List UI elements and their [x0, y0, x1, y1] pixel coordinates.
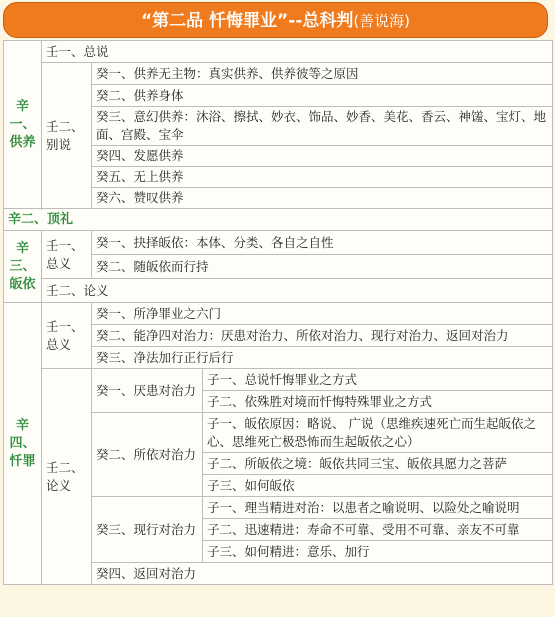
xin1-gui4: 癸四、发愿供养	[92, 146, 553, 167]
xin3-gui1: 癸一、抉择皈依：本体、分类、各自之自性	[92, 231, 553, 255]
xin4-gui1-zi2: 子二、依殊胜对境而忏悔特殊罪业之方式	[203, 391, 553, 413]
xin1-gui6: 癸六、赞叹供养	[92, 188, 553, 209]
outline-table	[3, 40, 553, 585]
title-banner	[3, 2, 548, 38]
xin4-gui3-zi1: 子一、理当精进对治：以患者之喻说明、以险处之喻说明	[203, 497, 553, 519]
xin3-gui2: 癸二、随皈依而行持	[92, 255, 553, 279]
xin4-gui1-zi1: 子一、总说忏悔罪业之方式	[203, 369, 553, 391]
xin4-ren2: 壬二、论义	[42, 369, 92, 585]
xin4-ren1-gui3: 癸三、净法加行正行后行	[92, 347, 553, 369]
xin1-ren2: 壬二、别说	[42, 63, 92, 209]
xin4-gui2-zi3: 子三、如何皈依	[203, 475, 553, 497]
xin1-gui2: 癸二、供养身体	[92, 85, 553, 107]
xin1-gui5: 癸五、无上供养	[92, 167, 553, 188]
xin4-gui2-zi2: 子二、所皈依之境：皈依共同三宝、皈依具愿力之菩萨	[203, 453, 553, 475]
xin2-label: 辛二、顶礼	[4, 209, 553, 231]
xin4-ren1-gui1: 癸一、所净罪业之六门	[92, 303, 553, 325]
xin4-ren1: 壬一、总义	[42, 303, 92, 369]
xin4-gui2-label: 癸二、所依对治力	[92, 413, 203, 497]
title-source: (善说海)	[353, 12, 411, 30]
xin4-gui2-zi1: 子一、皈依原因：略说、 广说（思维疾速死亡而生起皈依之心、思维死亡极恐怖而生起皈依之心）	[203, 413, 553, 453]
xin4-gui1-label: 癸一、厌患对治力	[92, 369, 203, 413]
xin3-label: 辛三、皈依	[4, 231, 42, 303]
xin3-ren2: 壬二、论义	[42, 279, 553, 303]
xin1-label: 辛一、供养	[4, 41, 42, 209]
xin1-gui1: 癸一、供养无主物：真实供养、供养彼等之原因	[92, 63, 553, 85]
xin3-ren1: 壬一、总义	[42, 231, 92, 279]
xin4-gui3-zi2: 子二、迅速精进：寿命不可靠、受用不可靠、亲友不可靠	[203, 519, 553, 541]
xin1-ren1: 壬一、总说	[42, 41, 553, 63]
xin4-ren1-gui2: 癸二、能净四对治力：厌患对治力、所依对治力、现行对治力、返回对治力	[92, 325, 553, 347]
xin4-label: 辛四、忏罪	[4, 303, 42, 585]
title-main: “第二品 忏悔罪业”--总科判	[140, 11, 354, 31]
xin4-gui3-label: 癸三、现行对治力	[92, 497, 203, 563]
xin4-gui3-zi3: 子三、如何精进：意乐、加行	[203, 541, 553, 563]
xin1-gui3: 癸三、意幻供养：沐浴、擦拭、妙衣、饰品、妙香、美花、香云、神馐、宝灯、地面、宫殿、宝伞	[92, 107, 553, 146]
xin4-gui4: 癸四、返回对治力	[92, 563, 553, 585]
